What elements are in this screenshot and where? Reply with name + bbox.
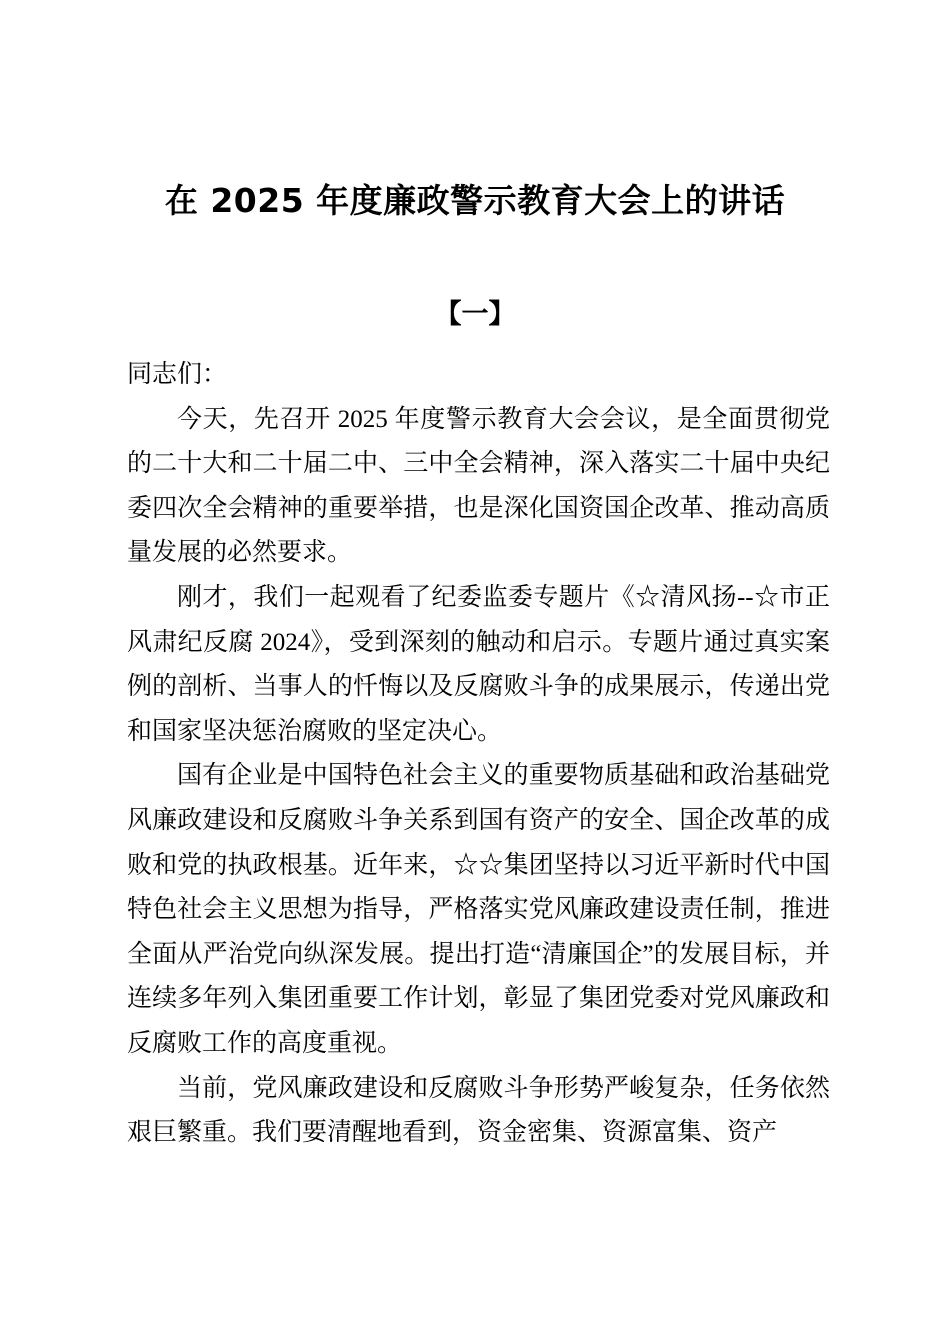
section-marker: 【一】 [434,299,516,330]
paragraph-4: 当前，党风廉政建设和反腐败斗争形势严峻复杂，任务依然艰巨繁重。我们要清醒地看到，资金密集、资源富集、资产 [127,1074,830,1147]
paragraph-3: 国有企业是中国特色社会主义的重要物质基础和政治基础党风廉政建设和反腐败斗争关系到国有资产的安全、国企改革的成败和党的执政根基。近年来，☆☆集团坚持以习近平新时代中国特色社会主义思想为指导，严格落实党风廉政建设责任制，推进全面从严治党向纵深发展。提出打造“清廉国企”的发展目标，并连续多年列入集团重要工作计划，彰显了集团党委对党风廉政和反腐败工作的高度重视。 [127,762,830,1057]
paragraph-1: 今天，先召开 2025 年度警示教育大会会议，是全面贯彻党的二十大和二十届二中、三中全会精神，深入落实二十届中央纪委四次全会精神的重要举措，也是深化国资国企改革、推动高质量发展的必然要求。 [127,405,830,567]
paragraph-2: 刚才，我们一起观看了纪委监委专题片《☆清风扬--☆市正风肃纪反腐 2024》，受到深刻的触动和启示。专题片通过真实案例的剖析、当事人的忏悔以及反腐败斗争的成果展示，传递出党和国家坚决惩治腐败的坚定决心。 [127,583,830,745]
document-title: 在 2025 年度廉政警示教育大会上的讲话 [164,181,786,220]
salutation: 同志们： [127,361,228,388]
document-body [127,353,830,1156]
